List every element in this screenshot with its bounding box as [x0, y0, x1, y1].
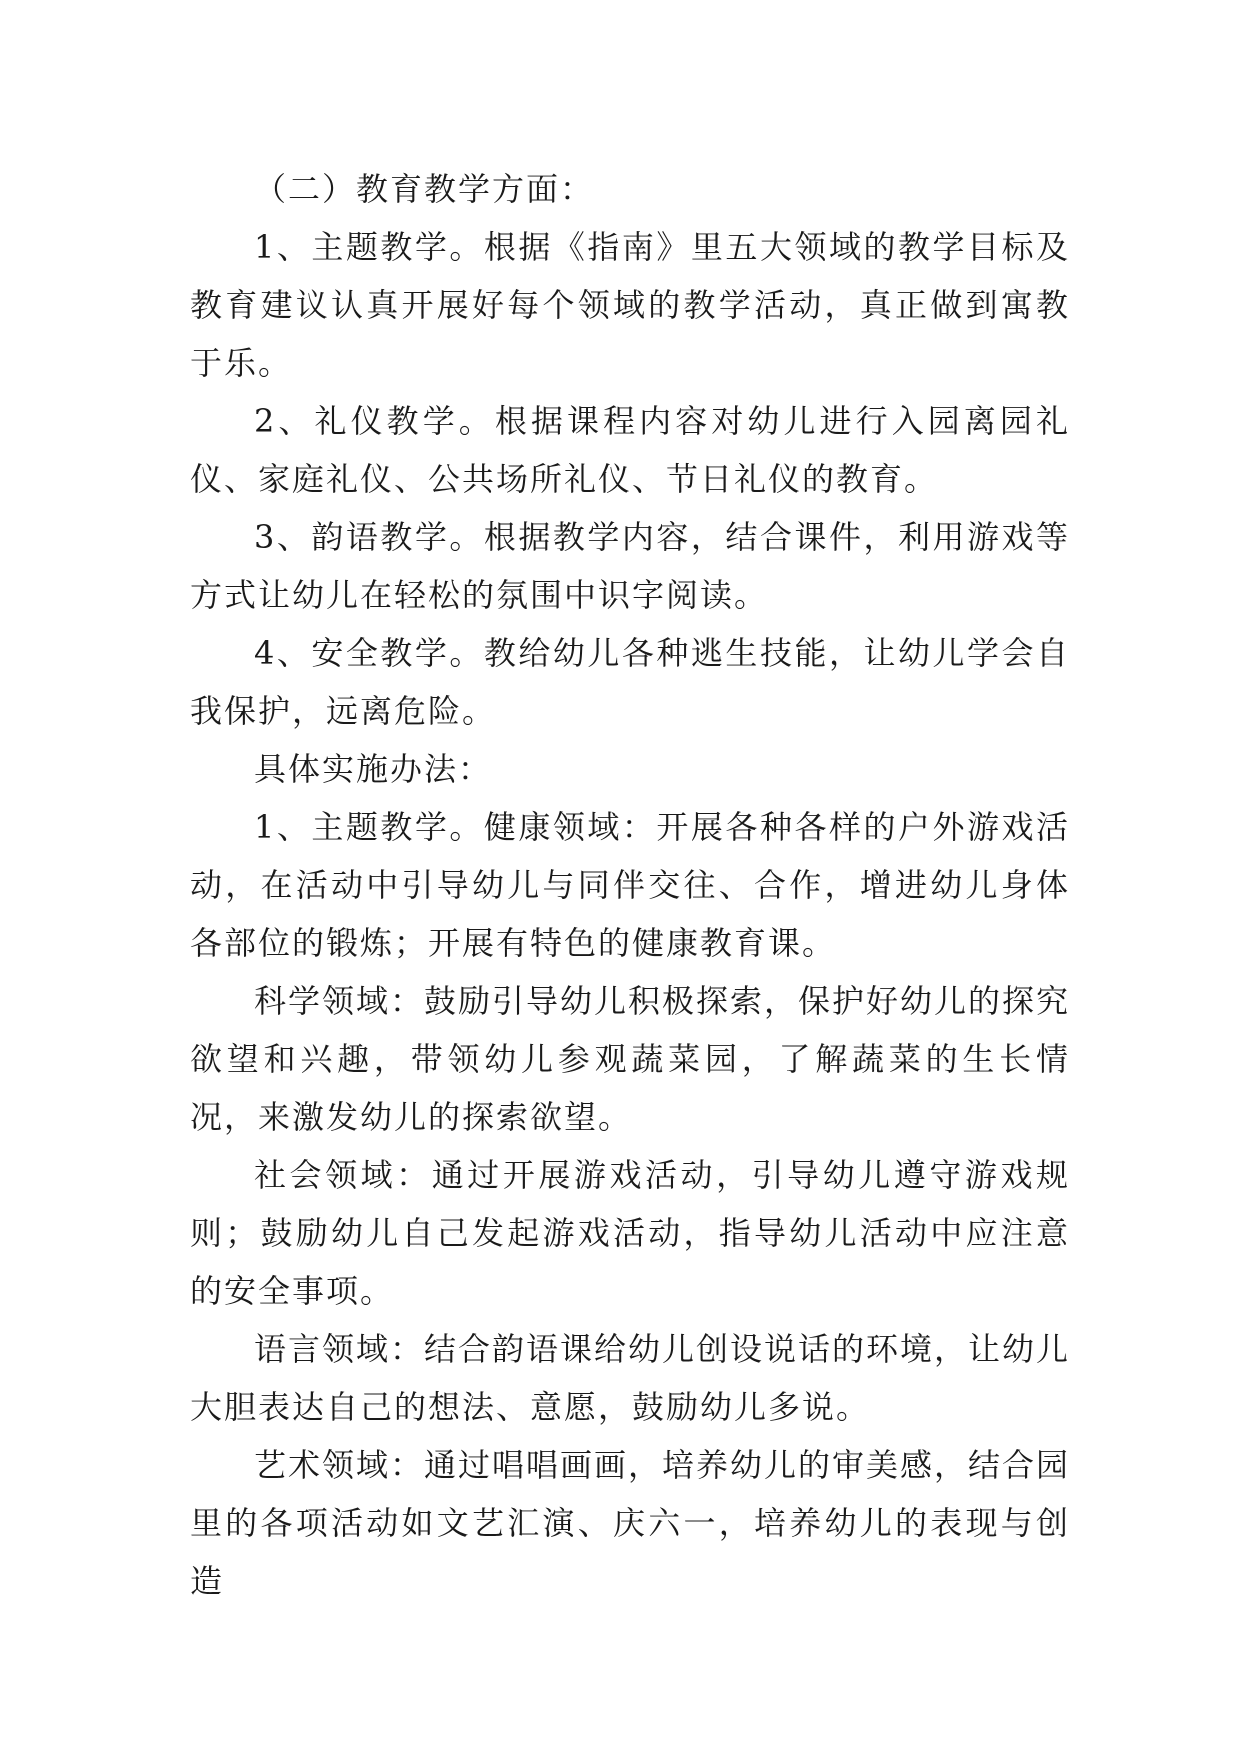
paragraph-theme-teaching: 1、主题教学。根据《指南》里五大领域的教学目标及教育建议认真开展好每个领域的教学活动，真正做到寓教于乐。 [190, 228, 1070, 382]
paragraph-art-domain: 艺术领域：通过唱唱画画，培养幼儿的审美感，结合园里的各项活动如文艺汇演、庆六一，培养幼儿的表现与创造 [190, 1446, 1071, 1600]
document-body [190, 160, 1070, 1610]
paragraph-science-domain: 科学领域：鼓励引导幼儿积极探索，保护好幼儿的探究欲望和兴趣，带领幼儿参观蔬菜园，了解蔬菜的生长情况，来激发幼儿的探索欲望。 [190, 982, 1071, 1136]
paragraph-language-domain: 语言领域：结合韵语课给幼儿创设说话的环境，让幼儿大胆表达自己的想法、意愿，鼓励幼儿多说。 [190, 1330, 1071, 1426]
paragraph-safety-teaching: 4、安全教学。教给幼儿各种逃生技能，让幼儿学会自我保护，远离危险。 [190, 634, 1070, 730]
paragraph-rhyme-teaching: 3、韵语教学。根据教学内容，结合课件，利用游戏等方式让幼儿在轻松的氛围中识字阅读。 [190, 518, 1070, 614]
paragraph-health-domain: 1、主题教学。健康领域：开展各种各样的户外游戏活动，在活动中引导幼儿与同伴交往、合作，增进幼儿身体各部位的锻炼；开展有特色的健康教育课。 [190, 808, 1070, 962]
subheading-implementation: 具体实施办法： [254, 750, 493, 788]
paragraph-etiquette-teaching: 2、礼仪教学。根据课程内容对幼儿进行入园离园礼仪、家庭礼仪、公共场所礼仪、节日礼仪的教育。 [190, 402, 1070, 498]
paragraph-social-domain: 社会领域：通过开展游戏活动，引导幼儿遵守游戏规则；鼓励幼儿自己发起游戏活动，指导幼儿活动中应注意的安全事项。 [190, 1156, 1070, 1310]
section-heading: （二）教育教学方面： [254, 170, 595, 208]
